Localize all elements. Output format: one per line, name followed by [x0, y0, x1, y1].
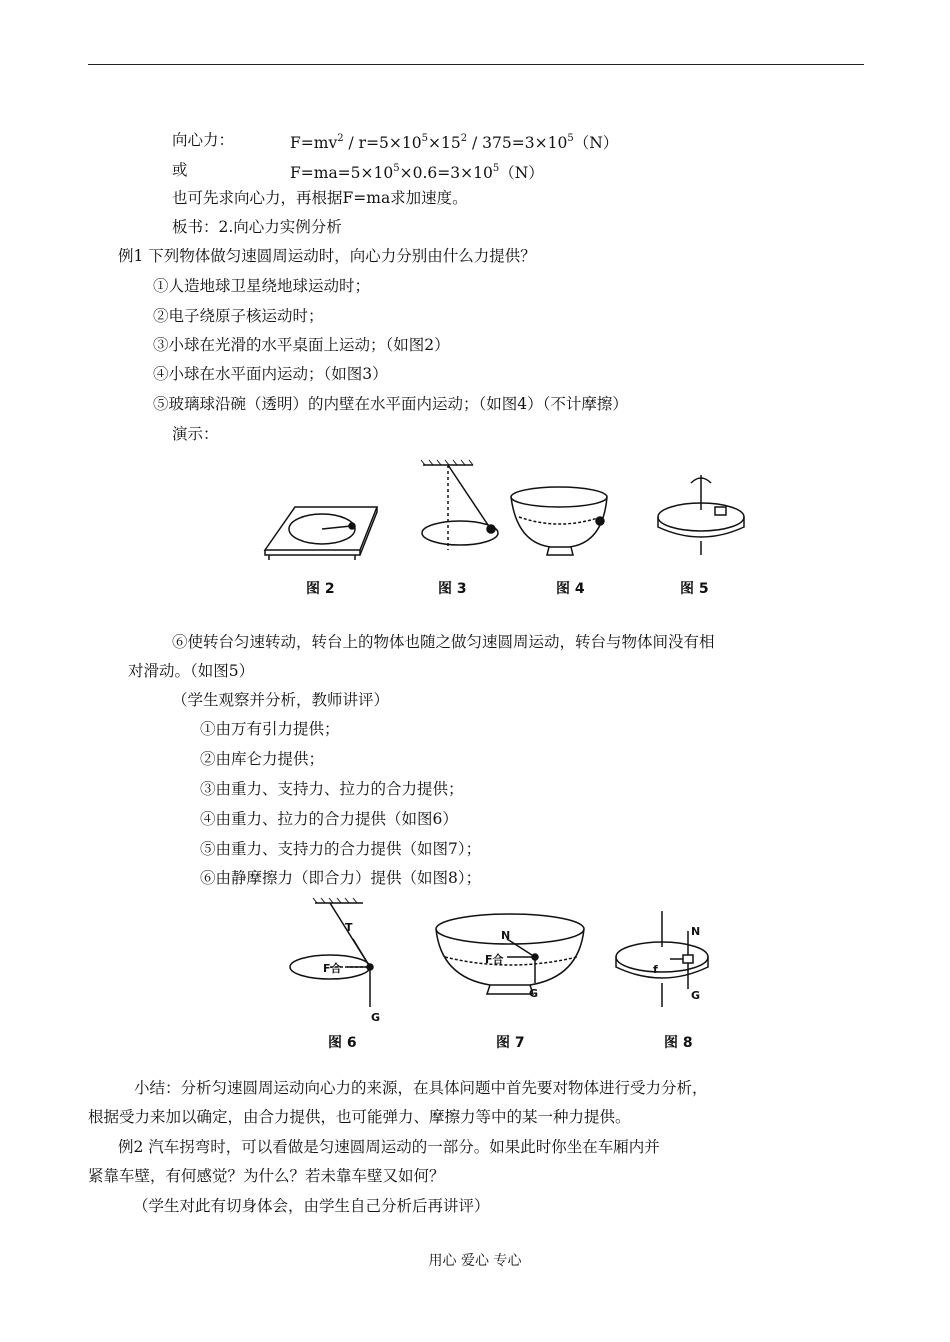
text-line: 紧靠车壁，有何感觉？为什么？若未靠车壁又如何？ [88, 1167, 445, 1185]
f8-f-label: f [653, 963, 658, 976]
answer-item: ②由库仑力提供； [200, 750, 325, 768]
text-line: （学生观察并分析，教师讲评） [172, 691, 390, 709]
f7-F-label: F合 [485, 953, 504, 966]
example-2-title: 例2 汽车拐弯时，可以看做是匀速圆周运动的一部分。如果此时你坐在车厢内并 [118, 1138, 660, 1156]
list-item: ①人造地球卫星绕地球运动时； [153, 277, 371, 295]
summary-line: 小结：分析匀速圆周运动向心力的来源，在具体问题中首先要对物体进行受力分析， [134, 1079, 708, 1097]
f7-N-label: N [501, 929, 511, 942]
figure-7-caption: 图 7 [496, 1035, 525, 1051]
list-item: ③小球在光滑的水平桌面上运动；（如图2） [153, 336, 450, 354]
figure-4-caption: 图 4 [556, 581, 585, 597]
text-line: （学生对此有切身体会，由学生自己分析后再讲评） [133, 1197, 490, 1215]
answer-item: ⑥由静摩擦力（即合力）提供（如图8）； [200, 869, 482, 887]
demo-label: 演示： [172, 425, 219, 443]
summary-line: 根据受力来加以确定，由合力提供，也可能弹力、摩擦力等中的某一种力提供。 [88, 1108, 631, 1126]
figure-8-caption: 图 8 [664, 1035, 693, 1051]
page-footer: 用心 爱心 专心 [428, 1253, 522, 1269]
text-line: 对滑动。（如图5） [128, 662, 255, 680]
list-item: ④小球在水平面内运动；（如图3） [153, 365, 388, 383]
text-line: 也可先求向心力，再根据F=ma求加速度。 [172, 189, 468, 207]
f6-F-label: F合 [323, 962, 342, 975]
figure-2-caption: 图 2 [306, 581, 335, 597]
f8-N-label: N [691, 925, 701, 938]
board-heading: 板书：2.向心力实例分析 [172, 218, 342, 236]
answer-item: ③由重力、支持力、拉力的合力提供； [200, 780, 464, 798]
header-rule [88, 64, 864, 65]
f6-T-label: T [345, 921, 353, 934]
figure-5-caption: 图 5 [680, 581, 709, 597]
formula-line-1: 向心力： $F=mv^2 / r=5\times 10^5\times 15^2 / 375=3\times 10^5(N)$ [172, 131, 619, 153]
text-line: ⑥使转台匀速转动，转台上的物体也随之做匀速圆周运动，转台与物体间没有相 [172, 633, 715, 651]
list-item: ②电子绕原子核运动时； [153, 307, 324, 325]
answer-item: ⑤由重力、支持力的合力提供（如图7）； [200, 840, 482, 858]
example-1-title: 例1 下列物体做匀速圆周运动时，向心力分别由什么力提供？ [118, 247, 536, 265]
formula-line-2: 或 $F=ma=5\times 10^5\times 0.6=3\times 10^5(N)$ [172, 161, 544, 183]
figure-6-caption: 图 6 [328, 1035, 357, 1051]
figure-3-caption: 图 3 [438, 581, 467, 597]
list-item: ⑤玻璃球沿碗（透明）的内壁在水平面内运动；（如图4）（不计摩擦） [153, 395, 628, 413]
f6-G-label: G [371, 1011, 381, 1024]
answer-item: ①由万有引力提供； [200, 720, 340, 738]
f7-G-label: G [529, 987, 539, 1000]
answer-item: ④由重力、拉力的合力提供（如图6） [200, 810, 458, 828]
f8-G-label: G [691, 989, 701, 1002]
